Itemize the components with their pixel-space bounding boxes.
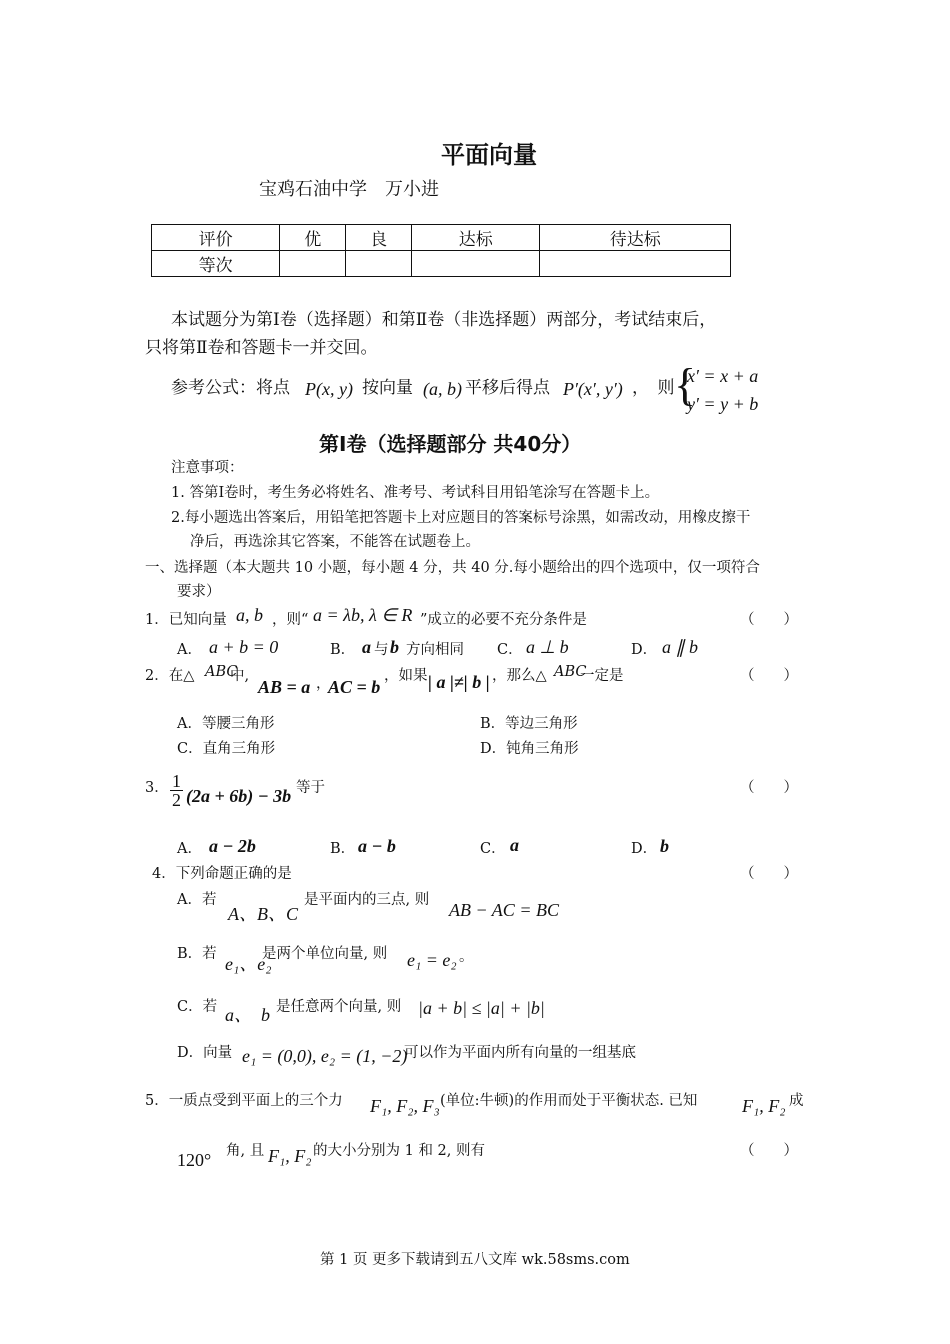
table-header-row — [152, 225, 731, 251]
q2-text: ，如果 — [384, 668, 428, 684]
formula-eq-2: y′ = y + b — [687, 394, 759, 414]
formula-label: 参考公式：将点 — [171, 378, 290, 398]
formula-point-prime: P′(x′, y′) — [563, 379, 623, 399]
q2-option-b: B．等边三角形 — [480, 716, 578, 732]
q5-math: F₁, F₂ — [268, 1146, 312, 1166]
q1-option-a-label: A． — [177, 642, 202, 658]
part-heading-cont: 要求） — [177, 584, 221, 600]
q3-stem: 3． — [145, 780, 169, 796]
notice-item-1: 1. 答第Ⅰ卷时，考生务必将姓名、准考号、考试科目用铅笔涂写在答题卡上。 — [171, 485, 660, 501]
q1-option-b: b — [390, 637, 399, 657]
q5-text: (单位:牛顿)的作用而处于平衡状态. 已知 — [440, 1093, 698, 1109]
notice-item-2-cont: 净后，再选涂其它答案，不能答在试题卷上。 — [190, 534, 480, 550]
table-cell — [280, 251, 346, 277]
q5-text: 成 — [789, 1093, 804, 1109]
q1-option-c: a ⊥ b — [526, 637, 569, 657]
page-title: 平面向量 — [441, 141, 537, 169]
table-cell: 优 — [280, 225, 346, 251]
q4-stem: 4．下列命题正确的是 — [152, 866, 292, 882]
q5-math: F₁, F₂, F₃ — [370, 1096, 440, 1116]
part-heading: 一、选择题（本大题共 10 小题，每小题 4 分，共 40 分.每小题给出的四个选项中，仅一项符合 — [145, 560, 760, 576]
q4-option-b-math: e₁、e₂ — [225, 954, 272, 974]
q4-option-a-label: A．若 — [177, 892, 217, 908]
formula-point: P(x, y) — [305, 379, 353, 399]
q4-option-d-text: 可以作为平面内所有向量的一组基底 — [404, 1045, 636, 1061]
q4-option-c-math: a、 b — [225, 1005, 270, 1025]
q2-math: | a |≠| b | — [428, 672, 490, 692]
table-row — [152, 251, 731, 277]
q1-option-c-label: C． — [497, 642, 523, 658]
q2-text: 中, — [230, 668, 250, 684]
q4-option-d-label: D．向量 — [177, 1045, 233, 1061]
q2-text: 一定是 — [580, 668, 624, 684]
q3-option-a: a − 2b — [209, 836, 256, 856]
q2-sep: ， — [316, 676, 331, 692]
q1-option-b-text: 方向相同 — [406, 642, 464, 658]
q2-triangle: ABC — [554, 664, 587, 680]
table-cell: 达标 — [412, 225, 540, 251]
q3-denominator: 2 — [172, 790, 181, 810]
q2-stem: 2．在△ — [145, 668, 195, 684]
q4-option-c-math: |a + b| ≤ |a| + |b| — [418, 998, 545, 1018]
answer-paren: （ ） — [740, 866, 798, 882]
formula-text: 平移后得点 — [465, 378, 550, 398]
q2-option-c: C．直角三角形 — [177, 741, 276, 757]
grade-table — [151, 224, 731, 277]
q3-text: 等于 — [296, 780, 325, 796]
notice-item-2: 2.每小题选出答案后，用铅笔把答题卡上对应题目的答案标号涂黑，如需改动，用橡皮擦干 — [171, 510, 751, 526]
brace-symbol: { — [674, 359, 697, 410]
q3-option-c: a — [510, 835, 519, 855]
q2-text: ，那么△ — [492, 668, 547, 684]
formula-text: 按向量 — [362, 378, 413, 398]
q5-angle: 120° — [177, 1150, 212, 1170]
q4-option-c-label: C．若 — [177, 999, 218, 1015]
q3-math: (2a + 6b) − 3b — [186, 786, 292, 806]
q1-text: ，则“ — [272, 612, 309, 628]
q5-math: F₁, F₂ — [742, 1096, 786, 1116]
formula-text: ， 则 — [632, 378, 675, 398]
table-cell — [540, 251, 731, 277]
q4-option-b-end: 。 — [459, 949, 474, 965]
table-cell: 待达标 — [540, 225, 731, 251]
q5-text: 角, 且 — [226, 1143, 265, 1159]
answer-paren: （ ） — [740, 780, 798, 796]
q5-text: 的大小分别为 1 和 2, 则有 — [313, 1143, 485, 1159]
q3-numerator: 1 — [172, 771, 181, 791]
q2-math: AC = b — [328, 677, 381, 697]
q3-option-c-label: C． — [480, 841, 506, 857]
q1-option-a: a + b = 0 — [209, 637, 279, 657]
q1-option-d-label: D． — [631, 642, 658, 658]
q3-option-d-label: D． — [631, 841, 658, 857]
q1-option-b-text: 与 — [374, 642, 389, 658]
formula-eq-1: x′ = x + a — [687, 366, 759, 386]
q4-option-a-text: 是平面内的三点, 则 — [304, 892, 430, 908]
q5-stem: 5．一质点受到平面上的三个力 — [145, 1093, 343, 1109]
table-cell: 评价 — [152, 225, 280, 251]
q4-option-b-label: B．若 — [177, 946, 217, 962]
section-title: 第Ⅰ卷（选择题部分 共40分） — [319, 432, 582, 456]
q3-option-a-label: A． — [177, 841, 202, 857]
q1-option-b: a — [362, 637, 371, 657]
answer-paren: （ ） — [740, 612, 798, 628]
q3-option-d: b — [660, 836, 669, 856]
q2-math: AB = a — [258, 677, 311, 697]
q1-text: ”成立的必要不充分条件是 — [420, 612, 587, 628]
formula-vector: (a, b) — [423, 379, 462, 399]
q3-fraction — [170, 772, 183, 809]
q1-option-b-label: B． — [330, 642, 356, 658]
q4-option-b-math: e₁ = e₂ — [407, 950, 457, 970]
q4-option-c-text: 是任意两个向量, 则 — [276, 999, 402, 1015]
q4-option-d-math: e₁ = (0,0), e₂ = (1, −2) — [242, 1046, 408, 1066]
q3-option-b: a − b — [358, 836, 396, 856]
intro-line-1: 本试题分为第Ⅰ卷（选择题）和第Ⅱ卷（非选择题）两部分，考试结束后， — [171, 310, 717, 330]
q4-option-a-math: AB − AC = BC — [449, 900, 559, 920]
q2-option-a: A．等腰三角形 — [177, 716, 275, 732]
q1-math: a = λb, λ ∈ R — [313, 605, 413, 625]
table-cell: 等次 — [152, 251, 280, 277]
q1-stem: 1．已知向量 — [145, 612, 227, 628]
answer-paren: （ ） — [740, 668, 798, 684]
table-cell: 良 — [346, 225, 412, 251]
q2-triangle: ABC — [205, 664, 238, 680]
q1-option-d: a ∥ b — [662, 637, 698, 657]
answer-paren: （ ） — [740, 1143, 798, 1159]
notice-head: 注意事项： — [171, 460, 244, 476]
q1-math: a, b — [236, 605, 263, 625]
intro-line-2: 只将第Ⅱ卷和答题卡一并交回。 — [145, 338, 378, 358]
q4-option-a-math: A、B、C — [228, 904, 298, 924]
author-line: 宝鸡石油中学 万小进 — [259, 179, 439, 200]
page-footer: 第 1 页 更多下载请到五八文库 wk.58sms.com — [320, 1252, 630, 1268]
table-cell — [346, 251, 412, 277]
q2-option-d: D．钝角三角形 — [480, 741, 579, 757]
q3-option-b-label: B． — [330, 841, 356, 857]
table-cell — [412, 251, 540, 277]
q4-option-b-text: 是两个单位向量, 则 — [262, 946, 388, 962]
